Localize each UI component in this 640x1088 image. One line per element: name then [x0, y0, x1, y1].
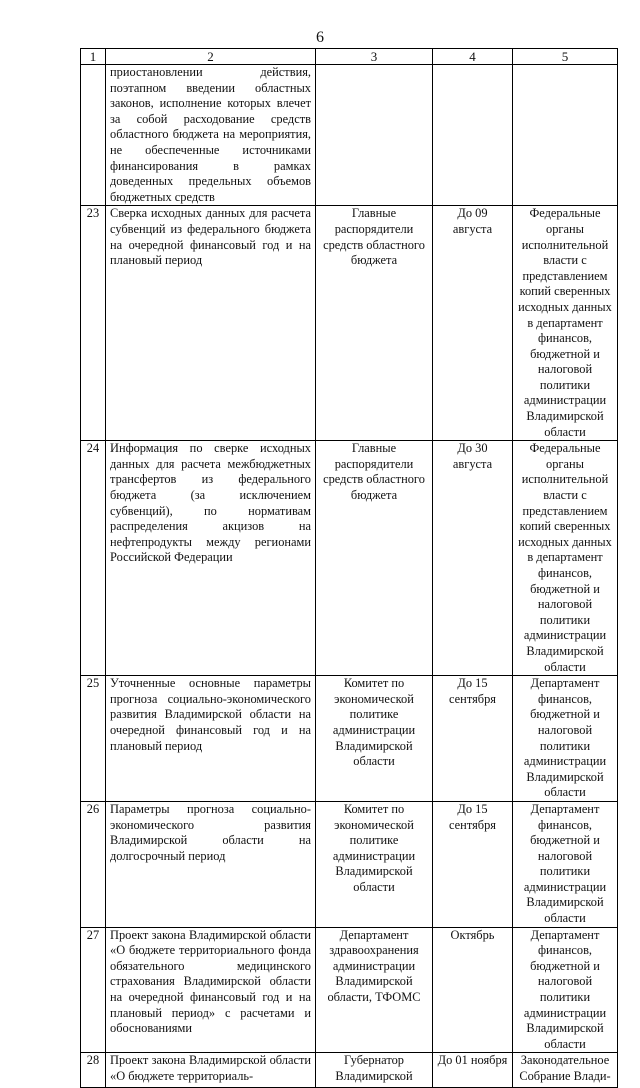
responsible-cell: [316, 65, 433, 206]
column-header: 5: [513, 49, 618, 65]
deadline-cell: Октябрь: [433, 927, 513, 1053]
deadline-cell: До 30 августа: [433, 441, 513, 676]
deadline-cell: [433, 65, 513, 206]
column-header: 2: [106, 49, 316, 65]
page-number: 6: [316, 29, 324, 46]
responsible-cell: Главные распорядители средств областного бюджета: [316, 441, 433, 676]
deadline-cell: До 15 сентября: [433, 801, 513, 927]
row-number: 27: [81, 927, 106, 1053]
table-row: [81, 206, 618, 441]
recipient-cell: Федеральные органы исполнительной власти с представлением копий сверенных исходных данных в департамент финансов, бюджетной и налоговой политики администрации Владимирской области: [513, 206, 618, 441]
event-cell: Сверка исходных данных для расчета субвенций из федерального бюджета на очередной финансовый год и на плановый период: [106, 206, 316, 441]
event-cell: Уточненные основные параметры прогноза социально-экономического развития Владимирской области на очередной финансовый год и на плановый период: [106, 676, 316, 802]
responsible-cell: Комитет по экономической политике администрации Владимирской области: [316, 801, 433, 927]
column-header: 1: [81, 49, 106, 65]
event-cell: Параметры прогноза социально-экономического развития Владимирской области на долгосрочный период: [106, 801, 316, 927]
event-cell: Информация по сверке исходных данных для расчета межбюджетных трансфертов из федерального бюджета (за исключением субвенций), по нормативам распределения акцизов на нефтепродукты между регионами Российской Федерации: [106, 441, 316, 676]
plan-table: [80, 48, 618, 1088]
responsible-cell: Губернатор Владимирской: [316, 1053, 433, 1088]
table-row: [81, 676, 618, 802]
recipient-cell: Законодательное Собрание Влади-: [513, 1053, 618, 1088]
deadline-cell: До 01 ноября: [433, 1053, 513, 1088]
event-cell: Проект закона Владимирской области «О бюджете территориального фонда обязательного медицинского страхования Владимирской области на очередной финансовый год и на плановый период» с расчетами и обоснованиями: [106, 927, 316, 1053]
responsible-cell: Департамент здравоохранения администрации Владимирской области, ТФОМС: [316, 927, 433, 1053]
recipient-cell: Департамент финансов, бюджетной и налоговой политики администрации Владимирской области: [513, 927, 618, 1053]
responsible-cell: Комитет по экономической политике администрации Владимирской области: [316, 676, 433, 802]
table-row: [81, 927, 618, 1053]
event-cell: приостановлении действия, поэтапном введении областных законов, исполнение которых влечет за собой расходование средств областного бюджета на мероприятия, не обеспеченные источниками финансирования в рамках доведенных предельных объемов бюджетных средств: [106, 65, 316, 206]
table-row: [81, 1053, 618, 1088]
recipient-cell: Департамент финансов, бюджетной и налоговой политики администрации Владимирской области: [513, 676, 618, 802]
recipient-cell: Федеральные органы исполнительной власти с представлением копий сверенных исходных данных в департамент финансов, бюджетной и налоговой политики администрации Владимирской области: [513, 441, 618, 676]
table-row: [81, 801, 618, 927]
column-header: 4: [433, 49, 513, 65]
recipient-cell: [513, 65, 618, 206]
event-cell: Проект закона Владимирской области «О бюджете территориаль-: [106, 1053, 316, 1088]
table-row: [81, 441, 618, 676]
row-number: 24: [81, 441, 106, 676]
row-number: 28: [81, 1053, 106, 1088]
column-header: 3: [316, 49, 433, 65]
row-number: 23: [81, 206, 106, 441]
table-row: [81, 65, 618, 206]
deadline-cell: До 09 августа: [433, 206, 513, 441]
responsible-cell: Главные распорядители средств областного бюджета: [316, 206, 433, 441]
deadline-cell: До 15 сентября: [433, 676, 513, 802]
row-number: [81, 65, 106, 206]
row-number: 26: [81, 801, 106, 927]
row-number: 25: [81, 676, 106, 802]
recipient-cell: Департамент финансов, бюджетной и налоговой политики администрации Владимирской области: [513, 801, 618, 927]
table-header-row: [81, 49, 618, 65]
